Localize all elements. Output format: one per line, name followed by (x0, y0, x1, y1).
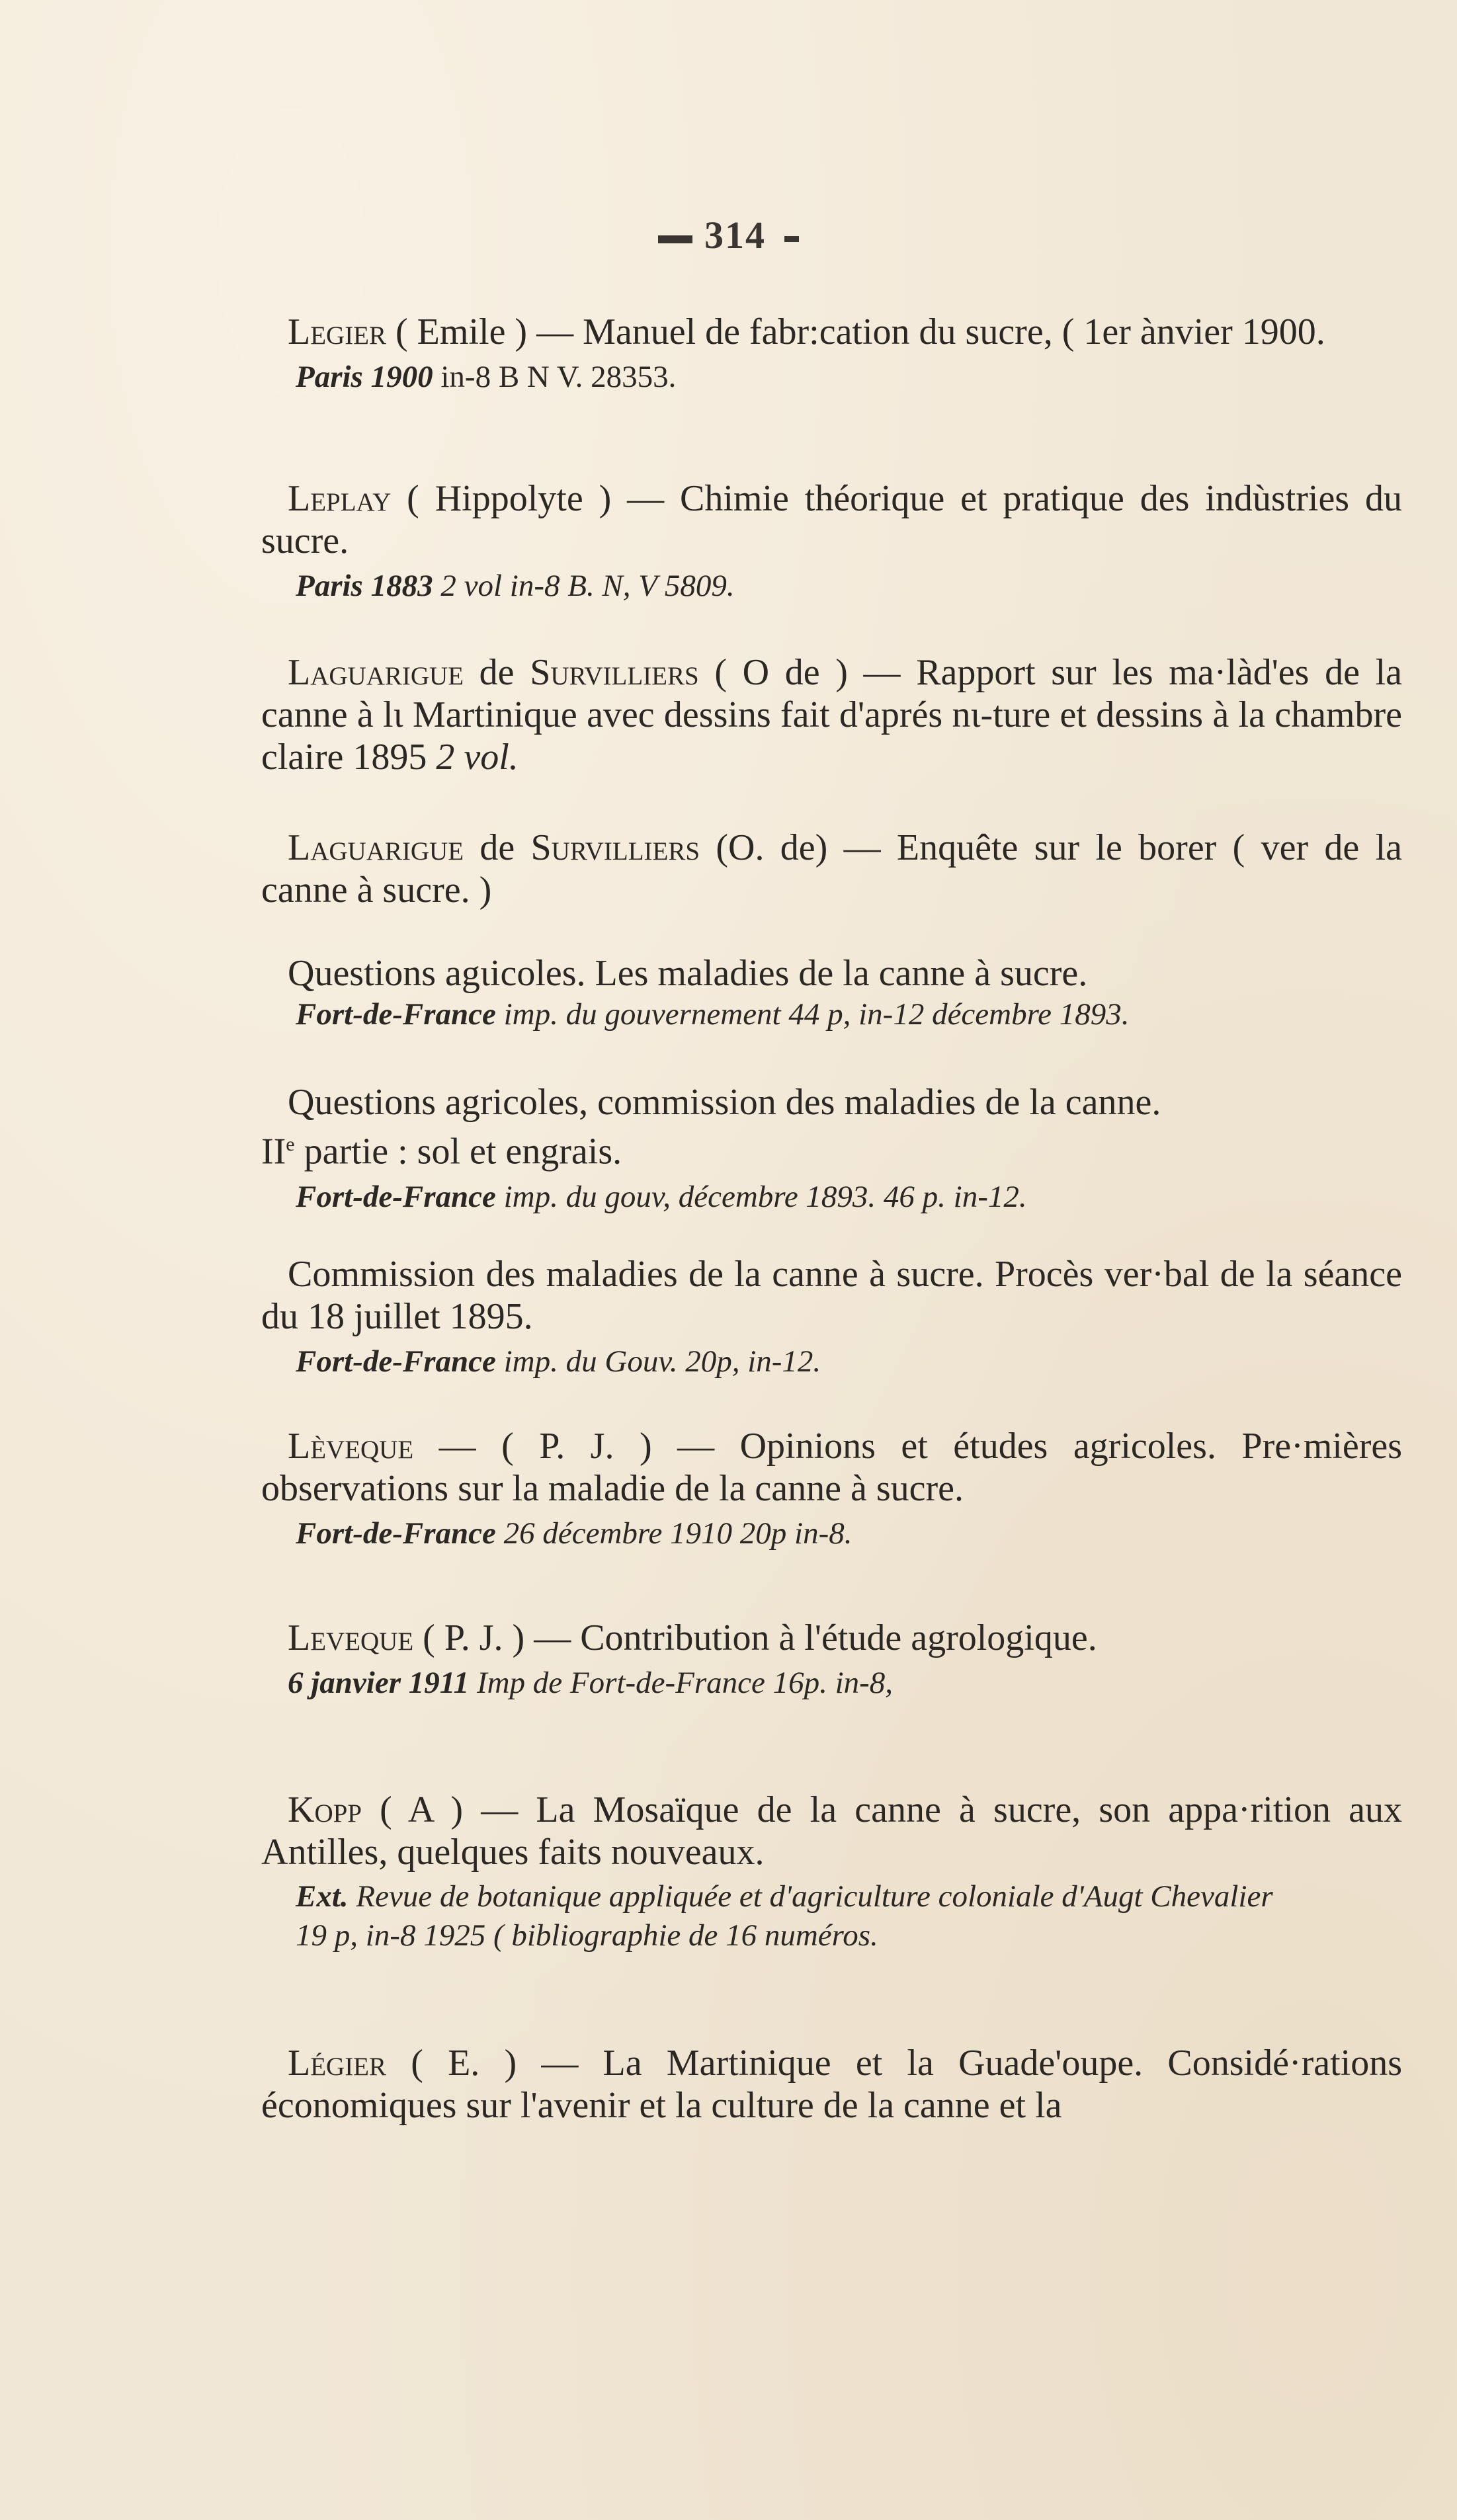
bibliography-entry (261, 651, 1402, 778)
entry-author: Laguarigue (288, 827, 464, 868)
entry-body (261, 1789, 1402, 1873)
entry-body (261, 651, 1402, 778)
page-number-text: 314 (704, 214, 766, 257)
page-number (0, 213, 1457, 257)
imprint-detail: 19 p, in-8 1925 ( bibliographie de 16 numéros. (296, 1918, 878, 1953)
imprint-detail: imp. du gouv, décembre 1893. 46 p. in-12. (495, 1179, 1027, 1214)
entry-imprint (261, 1663, 1402, 1703)
entry-author-surname: Survilliers (530, 827, 700, 868)
entry-body (261, 1081, 1402, 1173)
bibliography-entry (261, 952, 1402, 1034)
entry-imprint (261, 1514, 1402, 1553)
entry-author-detail: ( P. J. ) — (413, 1617, 581, 1658)
entry-imprint (261, 1916, 1402, 1955)
entry-body (261, 827, 1402, 911)
entry-body (261, 1617, 1402, 1659)
entry-title: Questions agricoles, commission des maladies de la canne. (288, 1082, 1161, 1123)
entry-author-surname: Survilliers (530, 652, 699, 693)
bibliography-entry (261, 827, 1402, 911)
entry-author-detail: (O. de) — (700, 827, 897, 868)
imprint-place: Fort-de-France (296, 997, 496, 1032)
entry-author-particle: de (464, 827, 531, 868)
entry-title: Manuel de fabr:cation du sucre, ( 1er ànvier 1900. (583, 311, 1325, 352)
imprint-place: Paris 1900 (296, 360, 433, 394)
imprint-detail: Imp de Fort-de-France 16p. in-8, (469, 1666, 894, 1700)
entry-author: Laguarigue (288, 652, 464, 693)
imprint-detail: 26 décembre 1910 20p in-8. (495, 1516, 853, 1551)
entry-author-detail: ( E. ) — (386, 2043, 603, 2084)
entry-author: Lèveque (288, 1426, 414, 1467)
imprint-detail: imp. du gouvernement 44 p, in-12 décembre 1893. (495, 997, 1130, 1032)
bibliography-entry (261, 477, 1402, 606)
entry-title-line2: partie : sol et engrais. (294, 1131, 622, 1172)
entry-title: Questions agιicoles. Les maladies de la canne à sucre. (288, 953, 1088, 994)
extract-label: Ext. (296, 1879, 349, 1914)
entry-author-detail: — ( P. J. ) — (413, 1426, 740, 1467)
entry-author: Kopp (288, 1789, 362, 1830)
entry-imprint (261, 1177, 1402, 1217)
entry-title: Contribution à l'étude agrologique. (580, 1617, 1097, 1658)
entry-volumes: 2 vol. (436, 737, 519, 778)
entry-body (261, 1425, 1402, 1510)
entry-part-numeral: II (261, 1131, 286, 1172)
entry-title: Opinions et études agricoles. Pre·mières observations sur la maladie de la canne à sucre. (261, 1426, 1402, 1509)
entry-author: Legier (288, 311, 387, 352)
extract-source: Revue de botanique appliquée et d'agriculture coloniale d'Augt Chevalier (348, 1879, 1273, 1914)
entry-body (261, 311, 1402, 353)
folio-dash-left (658, 235, 692, 243)
entry-author: Leplay (288, 478, 392, 519)
entry-author: Légier (288, 2043, 387, 2084)
entry-imprint (261, 1342, 1402, 1381)
imprint-date: 6 janvier 1911 (288, 1666, 470, 1700)
imprint-detail: in-8 B N V. 28353. (433, 360, 677, 394)
imprint-place: Fort-de-France (296, 1344, 496, 1379)
entry-body (261, 952, 1402, 995)
imprint-detail: 2 vol in-8 B. N, V 5809. (433, 569, 735, 603)
entry-title: Chimie théorique et pratique des indùstries du sucre. (261, 478, 1402, 561)
bibliography-entry (261, 1617, 1402, 1703)
entry-author-detail: ( Emile ) — (386, 311, 583, 352)
entry-title: Rapport sur les ma·làd'es de la canne à lι Martinique avec dessins fait d'aprés nι-ture et dessins à la chambre claire 1895 (261, 652, 1403, 778)
folio-dash-right (784, 236, 799, 242)
bibliography-entry (261, 2042, 1402, 2127)
entry-imprint (261, 566, 1402, 606)
bibliography-entry (261, 1425, 1402, 1553)
entry-title: Commission des maladies de la canne à sucre. Procès ver·bal de la séance du 18 juillet 1895. (261, 1254, 1402, 1337)
entry-author-detail: ( O de ) — (698, 652, 917, 693)
entry-imprint (261, 995, 1402, 1034)
entry-extract-source (261, 1877, 1402, 1916)
bibliography-entry (261, 311, 1402, 397)
entry-author-detail: ( Hippolyte ) — (391, 478, 680, 519)
entry-body (261, 2042, 1402, 2127)
entry-title: La Martinique et la Guade'oupe. Considé·rations économiques sur l'avenir et la culture de la canne et la (261, 2043, 1402, 2126)
imprint-place: Fort-de-France (296, 1179, 496, 1214)
imprint-place: Fort-de-France (296, 1516, 496, 1551)
bibliography-entry (261, 1789, 1402, 1955)
bibliography-entry (261, 1253, 1402, 1381)
entry-title: La Mosaïque de la canne à sucre, son appa·rition aux Antilles, quelques faits nouveaux. (261, 1789, 1403, 1873)
entry-part-suffix: e (286, 1133, 295, 1155)
imprint-detail: imp. du Gouv. 20p, in-12. (495, 1344, 821, 1379)
entry-author: Leveque (288, 1617, 414, 1658)
entry-body (261, 477, 1402, 562)
entry-title: Enquête sur le borer ( ver de la canne à sucre. ) (261, 827, 1403, 911)
entry-author-detail: ( A ) — (362, 1789, 536, 1830)
entry-imprint (261, 357, 1402, 397)
bibliography-entry (261, 1081, 1402, 1217)
entry-author-particle: de (464, 652, 530, 693)
imprint-place: Paris 1883 (296, 569, 433, 603)
entry-body (261, 1253, 1402, 1338)
